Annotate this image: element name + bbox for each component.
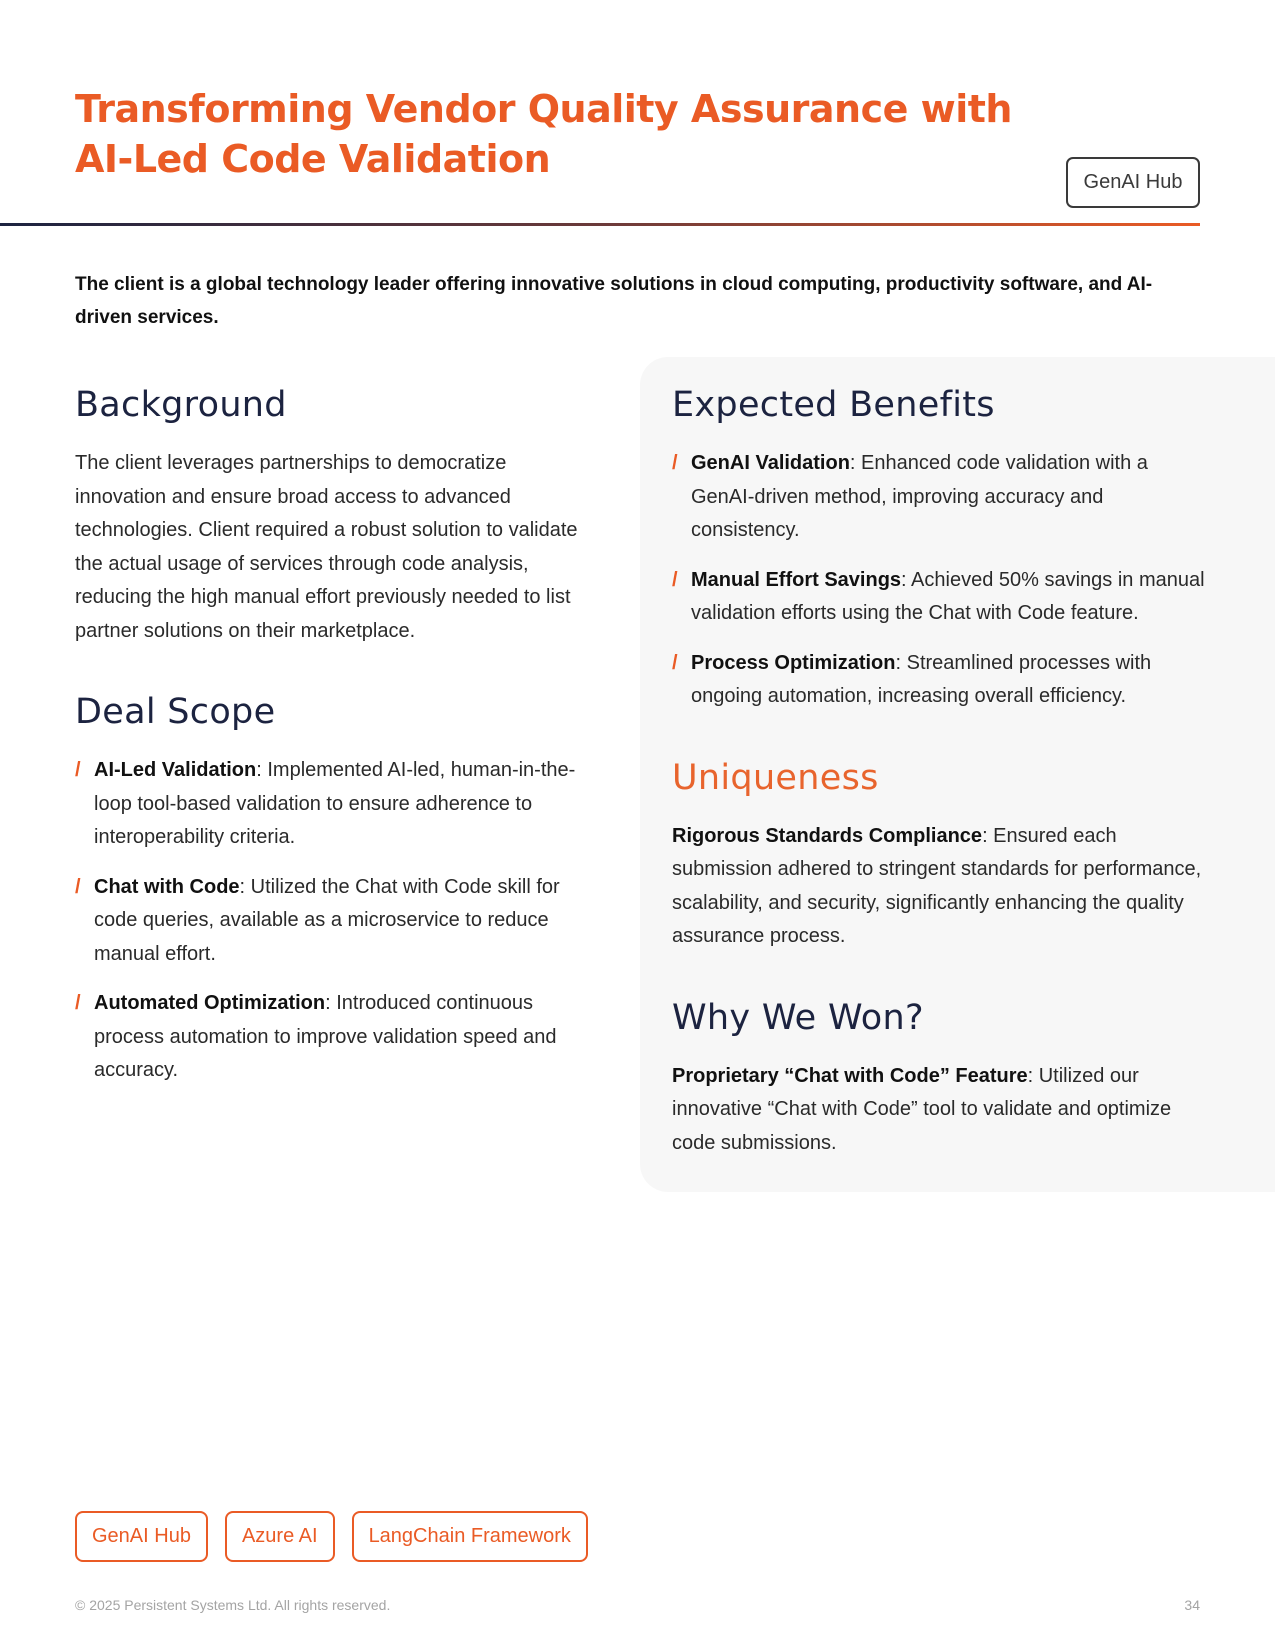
left-column: [75, 385, 595, 1132]
background-section: [75, 385, 595, 648]
slash-bullet-icon: /: [75, 992, 81, 1014]
why-we-won-section: [672, 998, 1207, 1161]
uniqueness-section: [672, 758, 1207, 954]
uniqueness-term: Rigorous Standards Compliance: [672, 824, 983, 847]
slash-bullet-icon: /: [672, 568, 678, 591]
right-column: [672, 385, 1207, 1204]
list-item: [75, 987, 595, 1088]
bullet-text: : Introduced continuous process automation to improve validation speed and accuracy.: [94, 992, 557, 1081]
page-title: Transforming Vendor Quality Assurance with AI-Led Code Validation: [75, 87, 1012, 181]
bullet-text: : Enhanced code validation with a GenAI-driven method, improving accuracy and consistency.: [691, 452, 1148, 541]
list-item: [75, 754, 595, 855]
list-item: [672, 647, 1207, 714]
slash-bullet-icon: /: [672, 452, 678, 474]
deal-scope-section: [75, 692, 595, 1088]
bullet-term: GenAI Validation: [691, 452, 850, 474]
bullet-term: Manual Effort Savings: [691, 568, 902, 591]
technology-tags: [75, 1511, 588, 1562]
bullet-term: Process Optimization: [691, 651, 896, 674]
why-we-won-heading: Why We Won?: [672, 997, 924, 1038]
expected-benefits-heading: Expected Benefits: [672, 385, 995, 425]
why-we-won-text: [672, 1060, 1207, 1161]
genai-hub-badge: GenAI Hub: [1066, 157, 1200, 208]
deal-scope-heading: Deal Scope: [75, 692, 276, 732]
background-heading: Background: [75, 385, 287, 425]
uniqueness-text: [672, 820, 1207, 954]
list-item: [672, 447, 1207, 548]
tag-genai-hub: GenAI Hub: [75, 1511, 208, 1562]
slash-bullet-icon: /: [75, 759, 81, 781]
bullet-text: : Achieved 50% savings in manual validation efforts using the Chat with Code feature.: [691, 568, 1205, 624]
tag-azure-ai: Azure AI: [225, 1511, 335, 1562]
footer-copyright: © 2025 Persistent Systems Ltd. All rights reserved.: [75, 1597, 391, 1613]
background-text: The client leverages partnerships to democratize innovation and ensure broad access to advanced technologies. Client required a robust solution to validate the actual usage of services through code analysis, reducing the high manual effort previously needed to list partner solutions on their marketplace.: [75, 452, 578, 642]
bullet-text: : Utilized the Chat with Code skill for code queries, available as a microservice to reduce manual effort.: [94, 875, 560, 965]
why-we-won-detail: : Utilized our innovative “Chat with Code” tool to validate and optimize code submissions.: [672, 1064, 1172, 1154]
list-item: [672, 564, 1207, 631]
intro-text: The client is a global technology leader offering innovative solutions in cloud computing, productivity software, and AI-driven services.: [75, 274, 1153, 328]
bullet-term: AI-Led Validation: [94, 759, 257, 781]
list-item: [75, 871, 595, 972]
uniqueness-heading: Uniqueness: [672, 757, 879, 798]
tag-langchain-framework: LangChain Framework: [352, 1511, 588, 1562]
bullet-term: Automated Optimization: [94, 992, 326, 1014]
why-we-won-term: Proprietary “Chat with Code” Feature: [672, 1064, 1028, 1087]
bullet-text: : Streamlined processes with ongoing automation, increasing overall efficiency.: [691, 651, 1152, 707]
page-number: 34: [1184, 1597, 1200, 1613]
slash-bullet-icon: /: [672, 651, 678, 674]
bullet-term: Chat with Code: [94, 875, 240, 898]
header-divider: [0, 223, 1200, 226]
expected-benefits-section: [672, 385, 1207, 714]
bullet-text: : Implemented AI-led, human-in-the-loop tool-based validation to ensure adherence to interoperability criteria.: [94, 759, 576, 848]
uniqueness-detail: : Ensured each submission adhered to stringent standards for performance, scalability, and security, significantly enhancing the quality assurance process.: [672, 824, 1202, 947]
slash-bullet-icon: /: [75, 875, 81, 898]
